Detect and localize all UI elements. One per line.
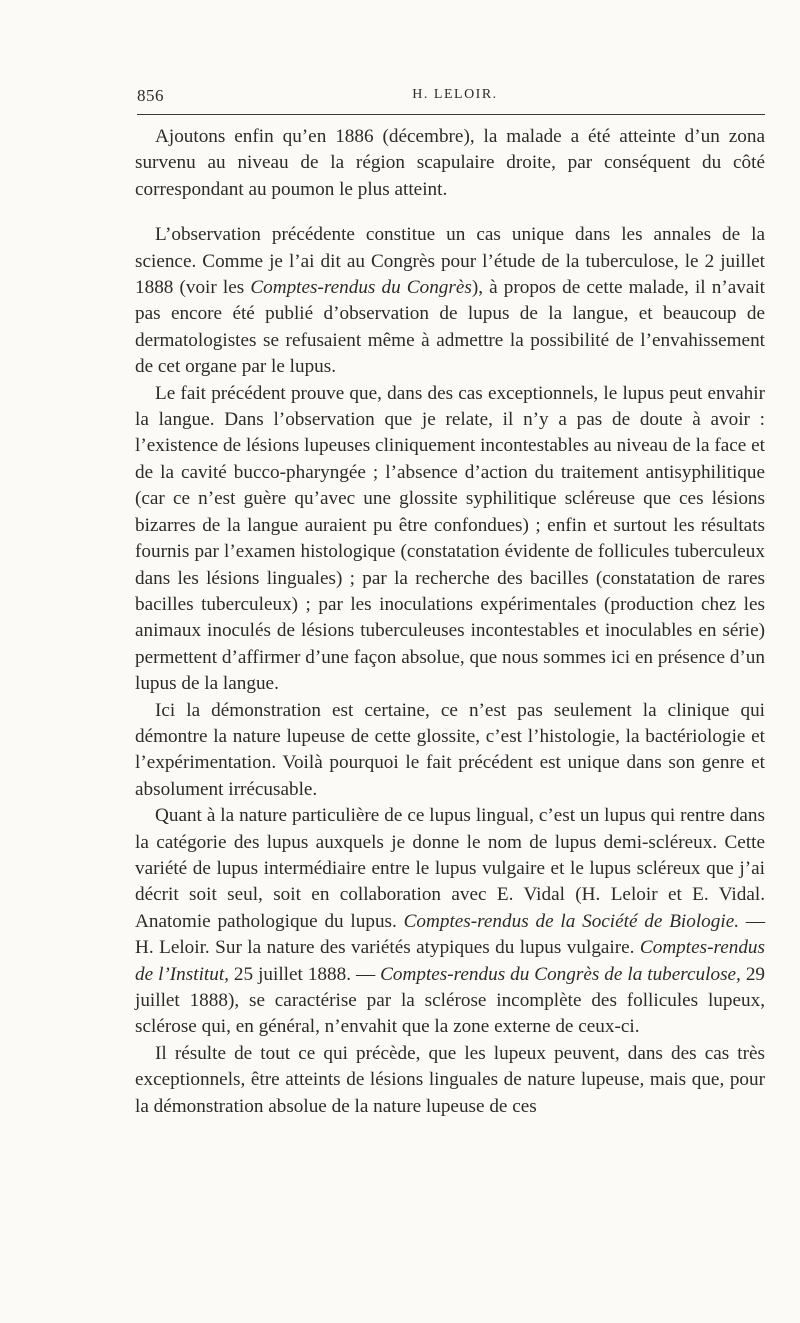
- paragraph-5-text-2: — H. Leloir. Sur la nature des variétés atypiques du lupus vulgaire.: [135, 910, 765, 959]
- paragraph-5-italic-3: Comptes-rendus du Congrès de la tuberculose,: [380, 963, 741, 985]
- paragraph-5: [135, 803, 765, 1041]
- paragraph-2-text-2: ), à propos de cette malade, il n’avait pas encore été publié d’observation de lupus de la langue, et beaucoup de dermatologistes se refusaient même à admettre la possibilité de l’envahissement de cet organe par le lupus.: [135, 277, 765, 378]
- header-rule: [137, 114, 765, 115]
- paragraph-4: Ici la démonstration est certaine, ce n’est pas seulement la clinique qui démontre la nature lupeuse de cette glossite, c’est l’histologie, la bactériologie et l’expérimentation. Voilà pourquoi le fait précédent est unique dans son genre et absolument irrécusable.: [135, 699, 765, 800]
- running-head: H. LELOIR.: [412, 87, 498, 102]
- paragraph-2-italic-1: Comptes-rendus du Congrès: [250, 277, 472, 299]
- body-text: [135, 124, 765, 1120]
- paragraph-5-text-1: Quant à la nature particulière de ce lupus lingual, c’est un lupus qui rentre dans la catégorie des lupus auxquels je donne le nom de lupus demi-scléreux. Cette variété de lupus intermédiaire entre le lupus vulgaire et le lupus scléreux que j’ai décrit soit seul, soit en collaboration avec E. Vidal (H. Leloir et E. Vidal. Anatomie pathologique du lupus.: [135, 805, 765, 932]
- paragraph-1: Ajoutons enfin qu’en 1886 (décembre), la malade a été atteinte d’un zona survenu au niveau de la région scapulaire droite, par conséquent du côté correspondant au poumon le plus atteint.: [135, 126, 765, 200]
- paragraph-5-text-4: 29 juillet 1888), se caractérise par la sclérose incomplète des follicules lupeux, sclérose qui, en général, n’envahit que la zone externe de ceux-ci.: [135, 963, 766, 1038]
- page-number: 856: [137, 86, 164, 105]
- paragraph-6: Il résulte de tout ce qui précède, que les lupeux peuvent, dans des cas très exceptionnels, être atteints de lésions linguales de nature lupeuse, mais que, pour la démonstration absolue de la nature lupeuse de ces: [135, 1042, 765, 1117]
- paragraph-5-text-3: 25 juillet 1888. —: [228, 963, 381, 985]
- page-header: [137, 86, 765, 108]
- paragraph-2-text-1: L’observation précédente constitue un cas unique dans les annales de la science. Comme je l’ai dit au Congrès pour l’étude de la tuberculose, le 2 juillet 1888 (voir les: [135, 224, 765, 299]
- paragraph-3: Le fait précédent prouve que, dans des cas exceptionnels, le lupus peut envahir la langue. Dans l’observation que je relate, il n’y a pas de doute à avoir : l’existence de lésions lupeuses cliniquement incontestables au niveau de la face et de la cavité bucco-pharyngée ; l’absence d’action du traitement antisyphilitique (car ce n’est guère qu’avec une glossite syphilitique scléreuse que ces lésions bizarres de la langue auraient pu être confondues) ; enfin et surtout les résultats fournis par l’examen histologique (constatation évidente de follicules tuberculeux dans les lésions linguales) ; par la recherche des bacilles (constatation de rares bacilles tuberculeux) ; par les inoculations expérimentales (production chez les animaux inoculés de lésions tuberculeuses incontestables et inoculables en série) permettent d’affirmer d’une façon absolue, que nous sommes ici en présence d’un lupus de la langue.: [135, 382, 765, 695]
- paragraph-5-italic-2: Comptes-rendus de l’Institut,: [135, 937, 765, 985]
- paragraph-5-italic-1: Comptes-rendus de la Société de Biologie.: [403, 910, 740, 932]
- paragraph-2: [135, 222, 765, 380]
